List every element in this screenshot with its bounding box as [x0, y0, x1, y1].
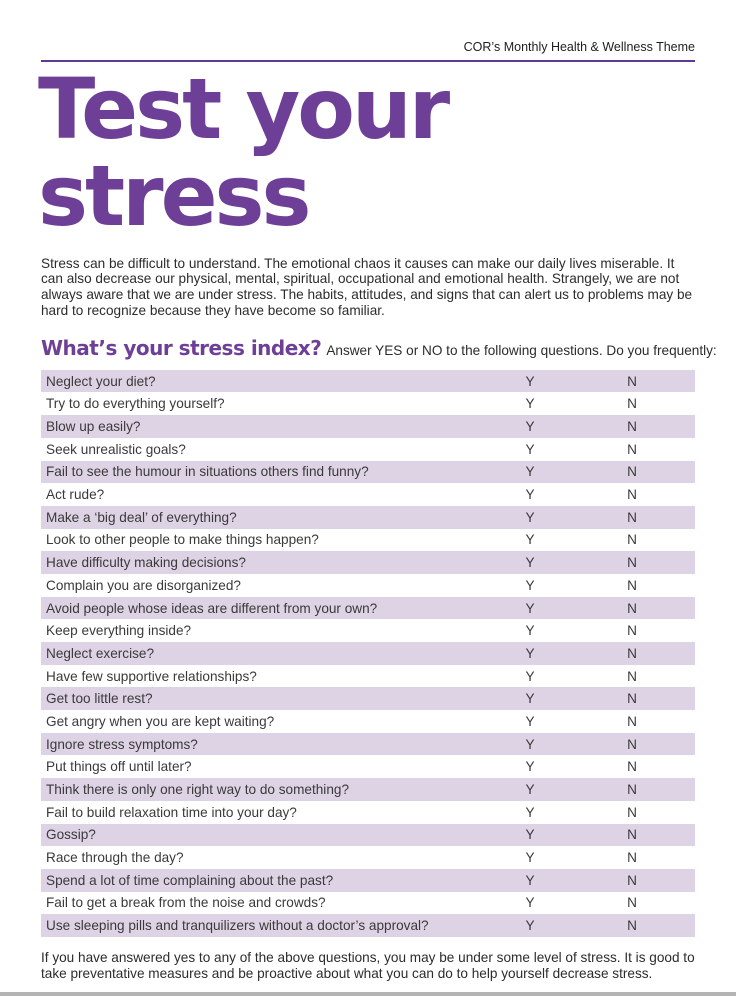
questions-table — [41, 370, 695, 937]
question-text: Use sleeping pills and tranquilizers without a doctor’s approval? — [46, 918, 429, 934]
answer-no[interactable]: N — [627, 509, 637, 525]
answer-no[interactable]: N — [627, 691, 637, 707]
answer-no[interactable]: N — [627, 487, 637, 503]
question-row — [41, 914, 695, 937]
question-row — [41, 415, 695, 438]
answer-no[interactable]: N — [627, 782, 637, 797]
answer-yes[interactable]: Y — [525, 872, 535, 888]
answer-yes[interactable]: Y — [525, 509, 535, 525]
answer-no[interactable]: N — [627, 759, 637, 775]
answer-yes[interactable]: Y — [525, 759, 535, 775]
answer-no[interactable]: N — [627, 918, 637, 934]
answer-no[interactable]: N — [627, 850, 637, 866]
question-text: Fail to build relaxation time into your day? — [46, 804, 297, 820]
question-text: Put things off until later? — [46, 759, 192, 775]
answer-yes[interactable]: Y — [525, 441, 535, 457]
answer-no[interactable]: N — [627, 464, 637, 480]
question-text: Blow up easily? — [46, 419, 141, 434]
answer-yes[interactable]: Y — [525, 645, 535, 661]
question-text: Try to do everything yourself? — [46, 396, 225, 412]
answer-no[interactable]: N — [627, 396, 637, 412]
question-text: Have few supportive relationships? — [46, 668, 257, 684]
question-text: Race through the day? — [46, 850, 184, 866]
answer-yes[interactable]: Y — [525, 736, 535, 752]
answer-yes[interactable]: Y — [525, 827, 535, 843]
answer-yes[interactable]: Y — [525, 850, 535, 866]
question-row — [41, 574, 695, 597]
answer-yes[interactable]: Y — [525, 713, 535, 729]
question-row — [41, 733, 695, 756]
question-text: Ignore stress symptoms? — [46, 736, 198, 752]
answer-yes[interactable]: Y — [525, 782, 535, 797]
question-text: Act rude? — [46, 487, 105, 503]
question-row — [41, 824, 695, 847]
question-text: Spend a lot of time complaining about the past? — [46, 872, 334, 888]
document-page — [0, 40, 736, 982]
footer-paragraph: If you have answered yes to any of the above questions, you may be under some level of stress. It is good to take preventative measures and be proactive about what you can do to help yourself decrease stress. — [41, 949, 695, 981]
answer-no[interactable]: N — [627, 736, 637, 752]
question-row — [41, 892, 695, 915]
answer-yes[interactable]: Y — [525, 396, 535, 412]
question-row — [41, 529, 695, 552]
page-title: Test your stress — [38, 60, 448, 246]
answer-yes[interactable]: Y — [525, 804, 535, 820]
answer-yes[interactable]: Y — [525, 895, 535, 911]
question-row — [41, 778, 695, 801]
question-row — [41, 710, 695, 733]
intro-paragraph: Stress can be difficult to understand. The emotional chaos it causes can make our daily lives miserable. It can also decrease our physical, mental, spiritual, occupational and emotional health. Strangely, we are not always aware that we are under stress. The habits, attitudes, and signs that can alert us to problems may be hard to recognize because they have become so familiar. — [41, 255, 693, 319]
question-text: Have difficulty making decisions? — [46, 555, 246, 571]
answer-no[interactable]: N — [627, 827, 637, 843]
page-bottom-edge — [0, 992, 736, 996]
question-row — [41, 370, 695, 393]
question-text: Fail to get a break from the noise and crowds? — [46, 895, 326, 911]
question-row — [41, 438, 695, 461]
question-text: Avoid people whose ideas are different from your own? — [46, 600, 378, 616]
answer-no[interactable]: N — [627, 668, 637, 684]
answer-yes[interactable]: Y — [525, 623, 535, 639]
stress-index-heading: What’s your stress index? — [41, 335, 322, 360]
answer-no[interactable]: N — [627, 419, 637, 434]
answer-no[interactable]: N — [627, 804, 637, 820]
question-row — [41, 755, 695, 778]
answer-yes[interactable]: Y — [525, 668, 535, 684]
question-row — [41, 597, 695, 620]
answer-no[interactable]: N — [627, 623, 637, 639]
section-heading — [41, 335, 717, 360]
answer-yes[interactable]: Y — [525, 577, 535, 593]
question-text: Complain you are disorganized? — [46, 577, 241, 593]
answer-yes[interactable]: Y — [525, 419, 535, 434]
question-row — [41, 665, 695, 688]
answer-no[interactable]: N — [627, 600, 637, 616]
question-row — [41, 642, 695, 665]
answer-no[interactable]: N — [627, 555, 637, 571]
question-row — [41, 392, 695, 415]
question-text: Make a ‘big deal’ of everything? — [46, 509, 237, 525]
answer-no[interactable]: N — [627, 645, 637, 661]
question-row — [41, 619, 695, 642]
answer-no[interactable]: N — [627, 441, 637, 457]
question-row — [41, 461, 695, 484]
answer-yes[interactable]: Y — [525, 487, 535, 503]
question-row — [41, 506, 695, 529]
question-row — [41, 551, 695, 574]
answer-no[interactable]: N — [627, 577, 637, 593]
answer-yes[interactable]: Y — [525, 532, 535, 548]
question-text: Look to other people to make things happen? — [46, 532, 319, 548]
question-row — [41, 483, 695, 506]
section-instructions: Answer YES or NO to the following questions. Do you frequently: — [326, 342, 717, 358]
document-header — [41, 40, 695, 62]
question-text: Seek unrealistic goals? — [46, 441, 186, 457]
question-text: Gossip? — [46, 827, 96, 843]
question-row — [41, 801, 695, 824]
question-text: Get too little rest? — [46, 691, 153, 707]
question-row — [41, 687, 695, 710]
answer-yes[interactable]: Y — [525, 691, 535, 707]
answer-yes[interactable]: Y — [525, 555, 535, 571]
answer-yes[interactable]: Y — [525, 918, 535, 934]
answer-no[interactable]: N — [627, 895, 637, 911]
question-row — [41, 846, 695, 869]
answer-yes[interactable]: Y — [525, 464, 535, 480]
answer-no[interactable]: N — [627, 532, 637, 548]
question-text: Neglect your diet? — [46, 373, 156, 389]
question-text: Get angry when you are kept waiting? — [46, 713, 275, 729]
question-text: Keep everything inside? — [46, 623, 192, 639]
answer-yes[interactable]: Y — [525, 600, 535, 616]
theme-label: COR’s Monthly Health & Wellness Theme — [463, 40, 695, 54]
answer-yes[interactable]: Y — [525, 373, 535, 389]
question-row — [41, 869, 695, 892]
answer-no[interactable]: N — [627, 373, 637, 389]
question-text: Neglect exercise? — [46, 645, 155, 661]
answer-no[interactable]: N — [627, 872, 637, 888]
question-text: Think there is only one right way to do something? — [46, 782, 350, 797]
answer-no[interactable]: N — [627, 713, 637, 729]
question-text: Fail to see the humour in situations others find funny? — [46, 464, 369, 480]
